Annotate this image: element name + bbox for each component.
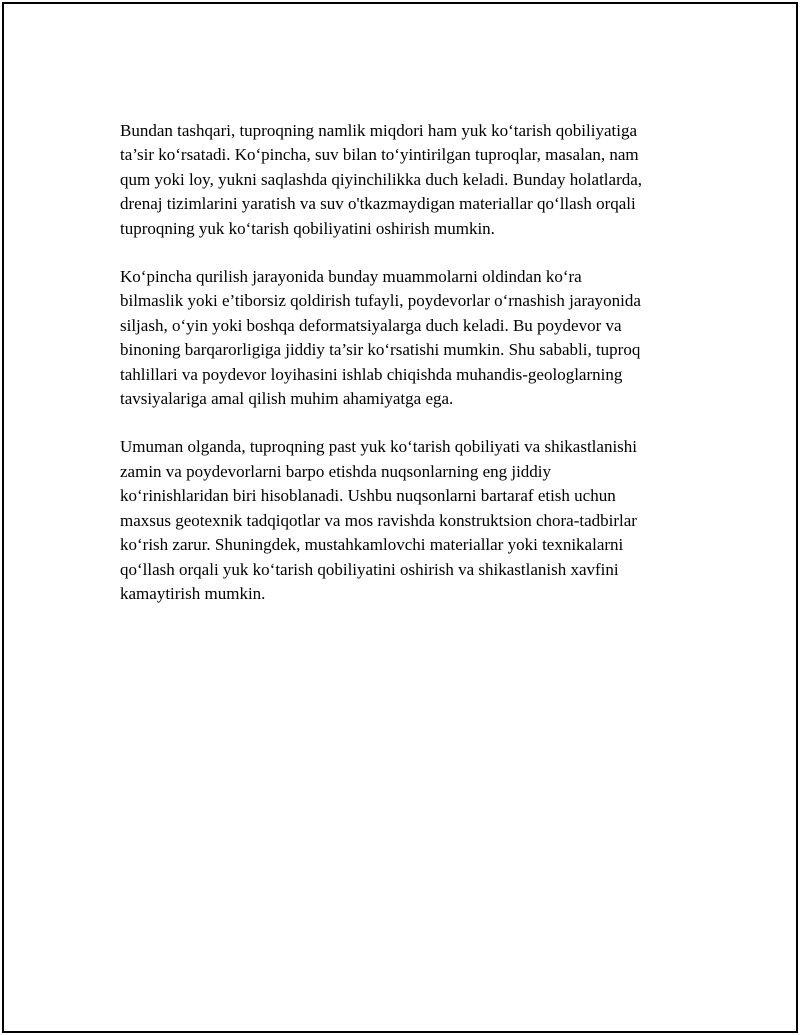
text-line: drenaj tizimlarini yaratish va suv o'tkazmaydigan materiallar qo‘llash orqali [120,194,636,214]
text-line: binoning barqarorligiga jiddiy ta’sir ko‘rsatishi mumkin. Shu sababli, tuproq [120,340,641,360]
text-line: tahlillari va poydevor loyihasini ishlab chiqishda muhandis-geologlarning [120,364,623,384]
text-line: ko‘rish zarur. Shuningdek, mustahkamlovchi materiallar yoki texnikalarni [120,535,624,555]
text-line: Umuman olganda, tuproqning past yuk ko‘tarish qobiliyati va shikastlanishi [120,437,638,457]
paragraph-3 [120,435,694,606]
text-line: ko‘rinishlaridan biri hisoblanadi. Ushbu nuqsonlarni bartaraf etish uchun [120,486,616,506]
text-line: qo‘llash orqali yuk ko‘tarish qobiliyatini oshirish va shikastlanish xavfini [120,559,619,579]
text-line: ta’sir ko‘rsatadi. Ko‘pincha, suv bilan to‘yintirilgan tuproqlar, masalan, nam [120,145,639,165]
text-line: Bundan tashqari, tuproqning namlik miqdori ham yuk ko‘tarish qobiliyatiga [120,121,638,140]
text-line: zamin va poydevorlarni barpo etishda nuqsonlarning eng jiddiy [120,461,552,481]
text-line: bilmaslik yoki e’tiborsiz qoldirish tufayli, poydevorlar o‘rnashish jarayonida [120,291,641,311]
text-line: maxsus geotexnik tadqiqotlar va mos ravishda konstruktsion chora-tadbirlar [120,510,637,530]
text-line: kamaytirish mumkin. [120,583,266,603]
paragraph-2 [120,265,694,411]
paragraph-1 [120,119,694,241]
document-page [2,2,798,1033]
text-line: tavsiyalariga amal qilish muhim ahamiyatga ega. [120,389,454,409]
text-line: siljash, o‘yin yoki boshqa deformatsiyalarga duch keladi. Bu poydevor va [120,315,622,335]
document-body [120,119,694,630]
text-line: Ko‘pincha qurilish jarayonida bunday muammolarni oldindan ko‘ra [120,267,582,287]
text-line: qum yoki loy, yukni saqlashda qiyinchilikka duch keladi. Bunday holatlarda, [120,169,643,189]
text-line: tuproqning yuk ko‘tarish qobiliyatini oshirish mumkin. [120,218,495,238]
